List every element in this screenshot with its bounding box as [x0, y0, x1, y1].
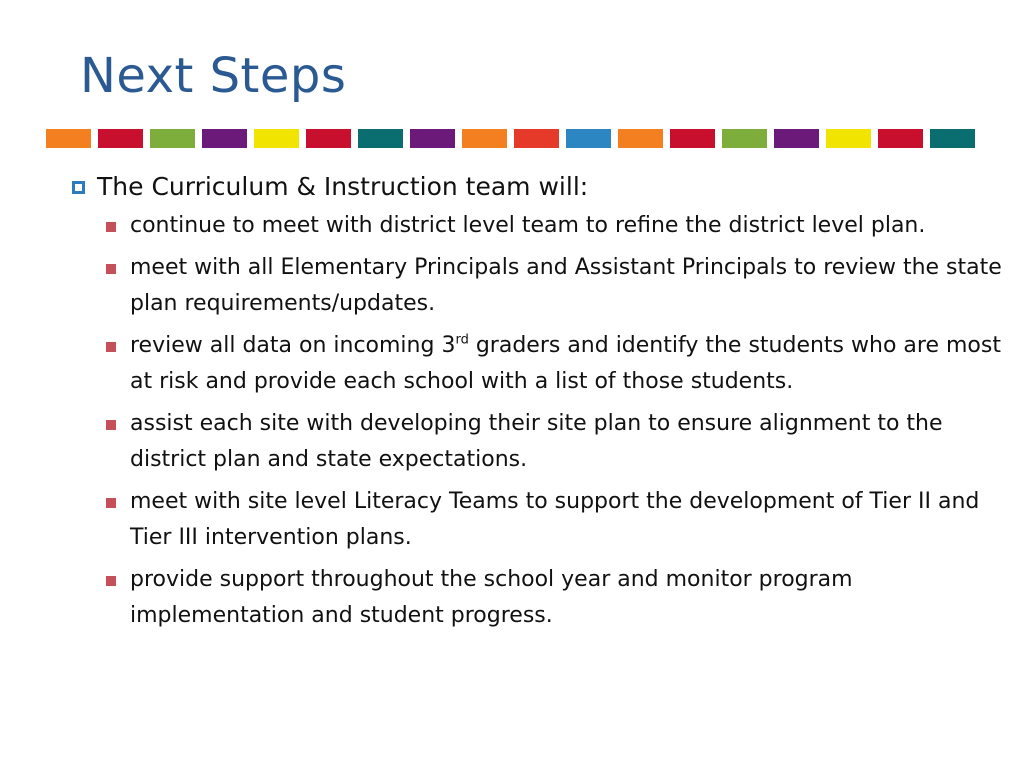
sub-bullet-text-part: review all data on incoming 3 — [130, 333, 456, 358]
color-bar-block — [826, 129, 871, 148]
color-bar-block — [722, 129, 767, 148]
color-bar-block — [254, 129, 299, 148]
sub-bullet-text: provide support throughout the school year and monitor program implementation and student progress. — [130, 567, 853, 628]
color-bar-block — [306, 129, 351, 148]
color-bar-block — [98, 129, 143, 148]
main-bullet-text: The Curriculum & Instruction team will: — [97, 172, 589, 201]
square-bullet-icon — [106, 222, 116, 232]
sub-bullet-item — [106, 562, 1002, 634]
color-bar-block — [774, 129, 819, 148]
color-bar-block — [358, 129, 403, 148]
slide-content — [72, 170, 1002, 640]
color-bar-block — [514, 129, 559, 148]
main-bullet-item — [72, 170, 1002, 204]
color-bar-block — [202, 129, 247, 148]
color-bar-block — [410, 129, 455, 148]
sub-bullet-item — [106, 250, 1002, 322]
color-bar-block — [566, 129, 611, 148]
square-bullet-icon — [106, 342, 116, 352]
sub-bullet-item — [106, 406, 1002, 478]
color-bar-block — [618, 129, 663, 148]
square-bullet-icon — [106, 576, 116, 586]
color-bar-block — [150, 129, 195, 148]
sub-bullet-item — [106, 328, 1002, 400]
sub-bullet-text: meet with all Elementary Principals and Assistant Principals to review the state plan requirements/updates. — [130, 255, 1002, 316]
sub-bullet-text-part: graders and identify the students who are most at risk and provide each school with a list of those students. — [130, 333, 1001, 394]
color-bar-block — [930, 129, 975, 148]
color-bar-block — [462, 129, 507, 148]
sub-bullet-item — [106, 484, 1002, 556]
sub-bullet-list — [106, 208, 1002, 634]
sub-bullet-item — [106, 208, 1002, 244]
square-bullet-icon — [106, 498, 116, 508]
color-bar-block — [670, 129, 715, 148]
slide-title: Next Steps — [80, 48, 347, 104]
hollow-square-bullet-icon — [72, 181, 85, 194]
sub-bullet-text: continue to meet with district level team to refine the district level plan. — [130, 213, 926, 238]
ordinal-suffix: rd — [455, 332, 469, 348]
sub-bullet-text: meet with site level Literacy Teams to support the development of Tier II and Tier III intervention plans. — [130, 489, 980, 550]
square-bullet-icon — [106, 264, 116, 274]
sub-bullet-text — [130, 328, 1002, 400]
color-bar — [46, 129, 975, 148]
color-bar-block — [46, 129, 91, 148]
square-bullet-icon — [106, 420, 116, 430]
sub-bullet-text: assist each site with developing their site plan to ensure alignment to the district plan and state expectations. — [130, 411, 943, 472]
color-bar-block — [878, 129, 923, 148]
